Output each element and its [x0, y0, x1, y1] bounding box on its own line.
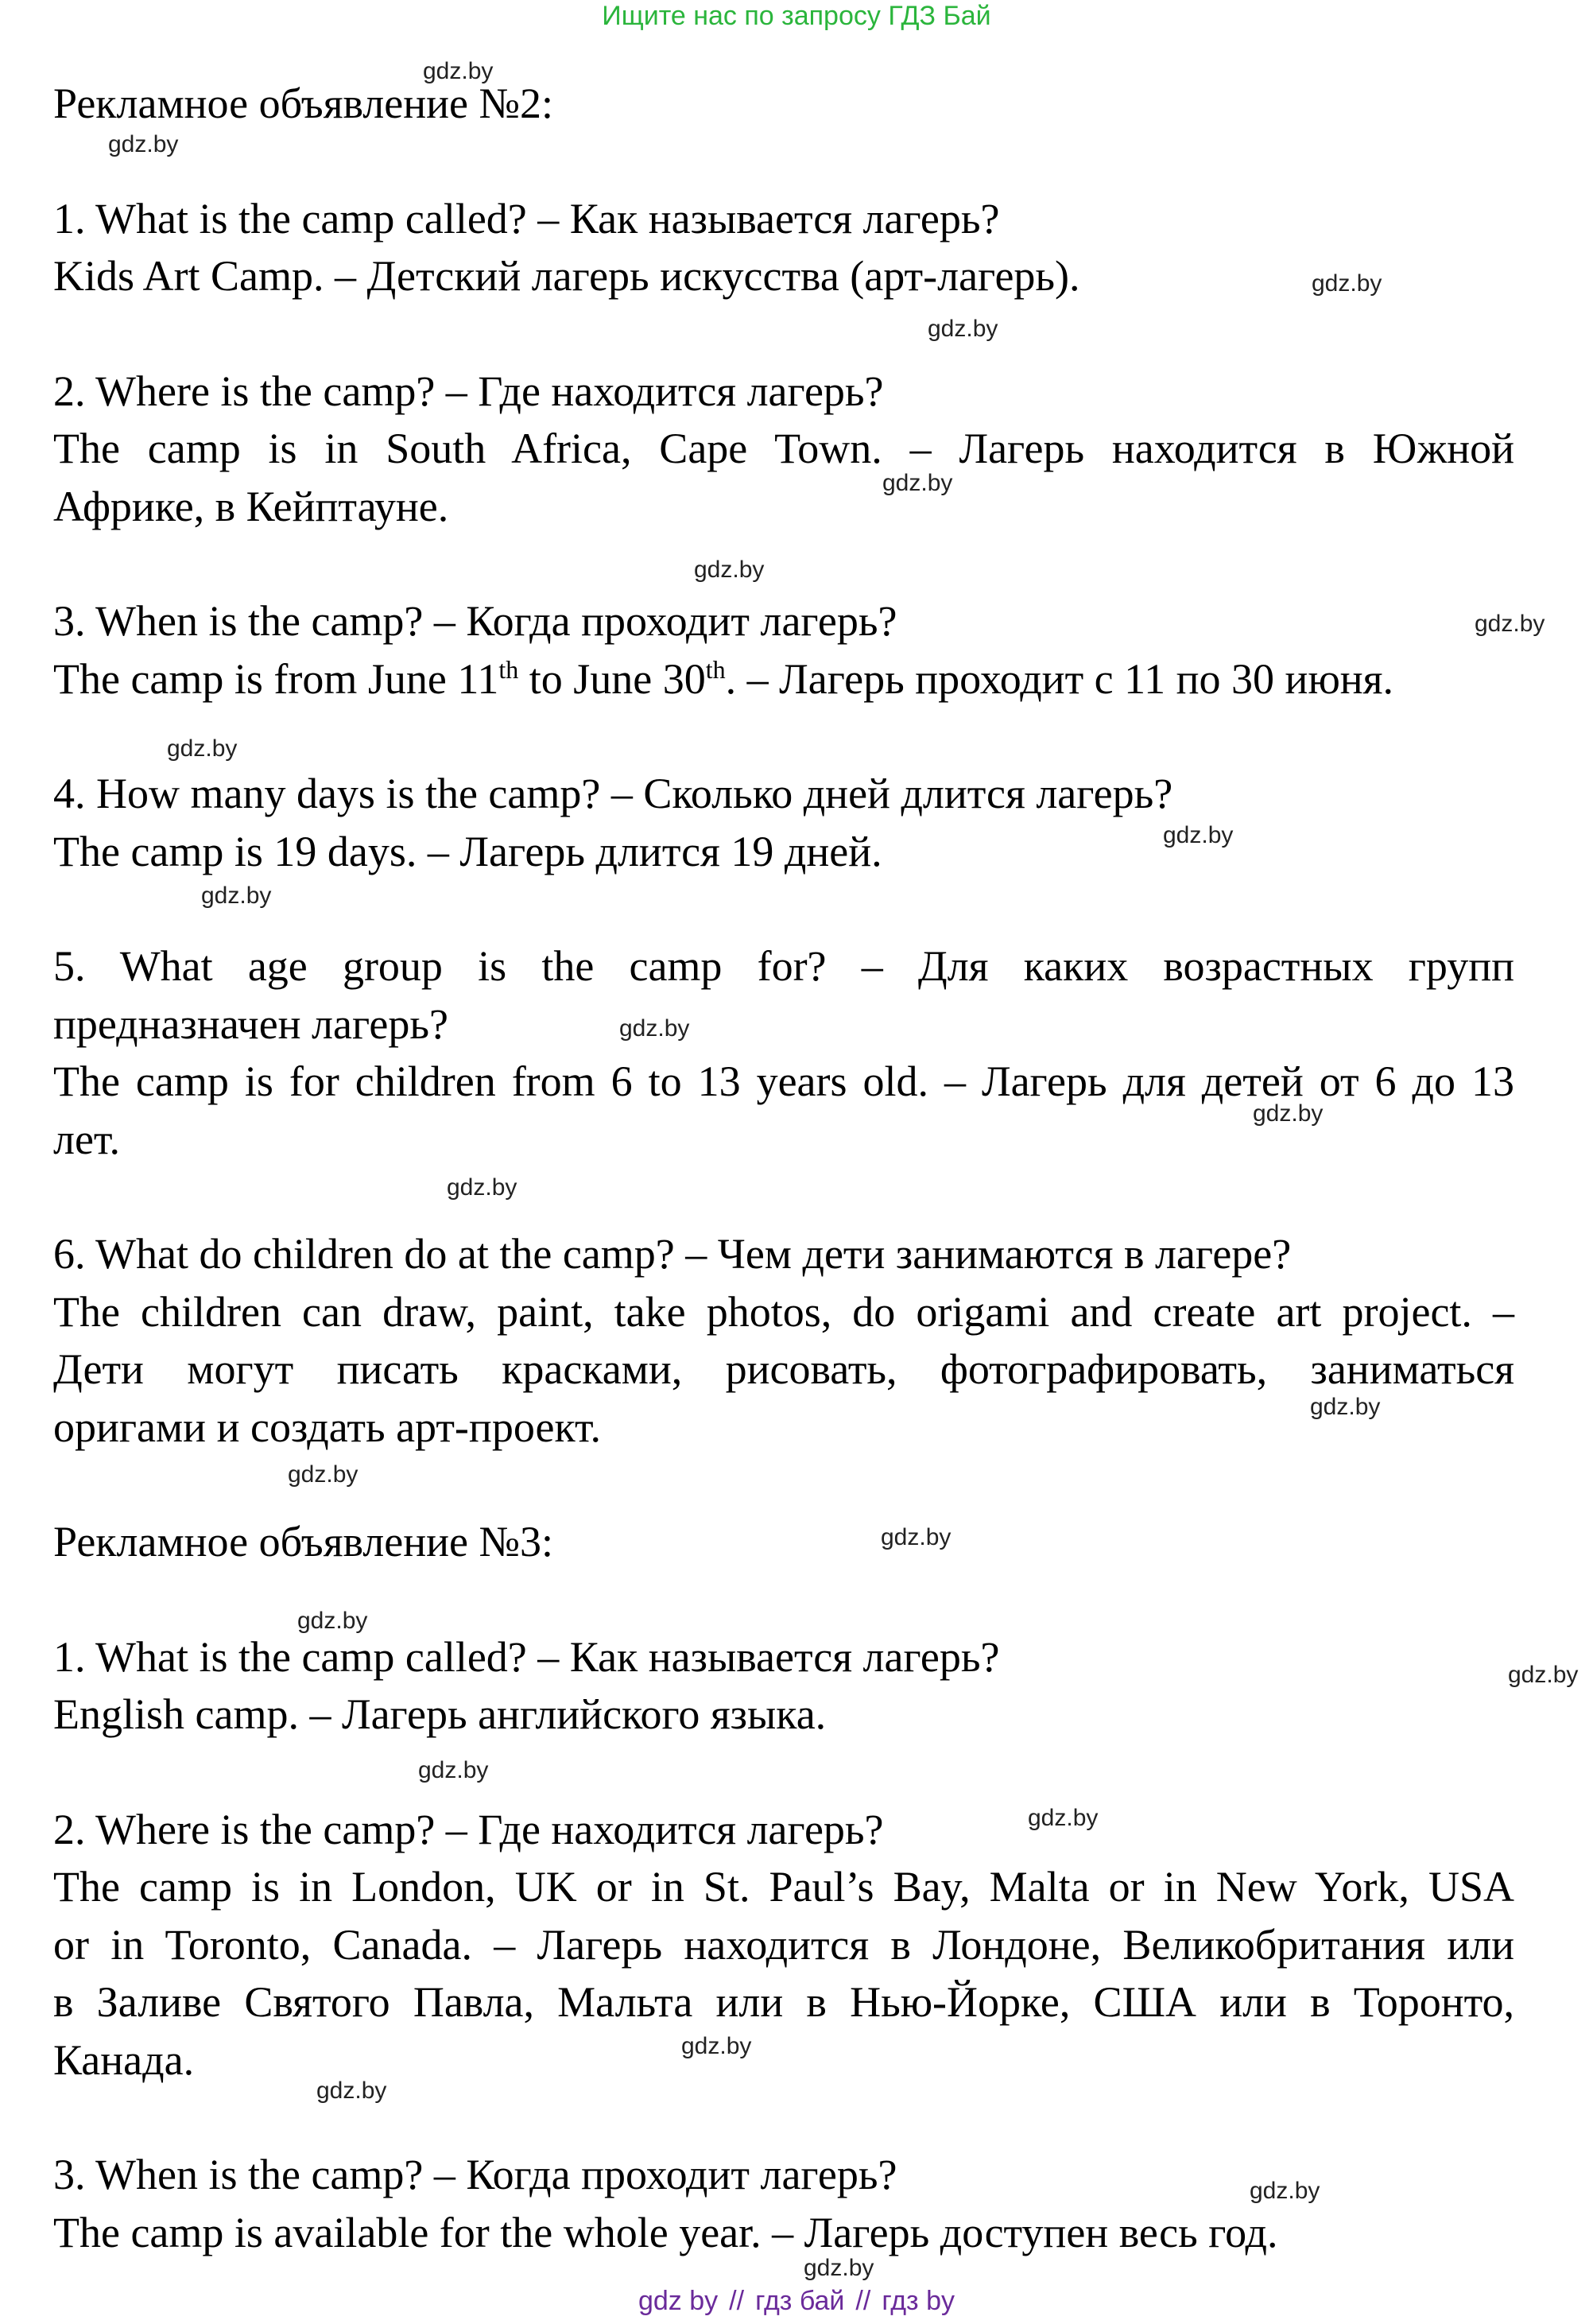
ordinal-suffix: th	[705, 654, 726, 684]
separator: //	[855, 2286, 871, 2316]
watermark: gdz.by	[1163, 822, 1234, 848]
watermark: gdz.by	[1312, 270, 1382, 297]
answer-part: . – Лагерь проходит с 11 по 30 июня.	[725, 654, 1394, 703]
qa-block	[53, 1225, 1514, 1456]
watermark: gdz.by	[418, 1757, 489, 1783]
section-heading: Рекламное объявление №2:	[53, 80, 554, 127]
answer: The camp is 19 days. – Лагерь длится 19 дней.	[53, 827, 882, 875]
watermark: gdz.by	[167, 735, 238, 762]
answer-line: The children can draw, paint, take photos, do origami and create art project. –	[53, 1287, 1514, 1336]
answer-line: The camp is in South Africa, Cape Town. – Лагерь находится в Южной	[53, 425, 1514, 472]
qa-block	[53, 765, 1514, 880]
question-line: предназначен лагерь?	[53, 999, 448, 1048]
watermark: gdz.by	[694, 557, 765, 583]
watermark: gdz.by	[1508, 1662, 1579, 1688]
answer-line: в Заливе Святого Павла, Мальта или в Нью-Йорке, США или в Торонто,	[53, 1978, 1514, 2026]
answer: English camp. – Лагерь английского языка.	[53, 1690, 827, 1738]
answer-part: to June 30	[518, 654, 706, 703]
question: 2. Where is the camp? – Где находится лагерь?	[53, 367, 884, 415]
question: 3. When is the camp? – Когда проходит лагерь?	[53, 2151, 897, 2198]
watermark: gdz.by	[1253, 1100, 1324, 1127]
watermark: gdz.by	[288, 1461, 359, 1488]
qa-block	[53, 1628, 1514, 1744]
top-banner: Ищите нас по запросу ГДЗ Бай	[602, 1, 991, 31]
answer-line: Африке, в Кейптауне.	[53, 482, 449, 530]
answer	[53, 650, 1514, 708]
watermark: gdz.by	[619, 1015, 690, 1042]
answer: The camp is available for the whole year. – Лагерь доступен весь год.	[53, 2208, 1278, 2256]
answer-line: The camp is for children from 6 to 13 years old. – Лагерь для детей от 6 до 13	[53, 1057, 1514, 1105]
answer-line: Дети могут писать красками, рисовать, фотографировать, заниматься	[53, 1345, 1514, 1393]
watermark: gdz.by	[681, 2033, 752, 2059]
watermark: gdz.by	[201, 883, 272, 909]
bottom-banner-link[interactable]: гдз by	[882, 2286, 955, 2316]
qa-block	[53, 190, 1514, 305]
question: 4. How many days is the camp? – Сколько дней длится лагерь?	[53, 770, 1173, 817]
bottom-banner	[0, 2285, 1593, 2317]
qa-block	[53, 1801, 1514, 2089]
watermark: gdz.by	[423, 58, 494, 84]
question: 6. What do children do at the camp? – Чем дети занимаются в лагере?	[53, 1230, 1292, 1278]
question-line: 5. What age group is the camp for? – Для каких возрастных групп	[53, 942, 1514, 990]
separator: //	[729, 2286, 745, 2316]
ordinal-suffix: th	[498, 654, 519, 684]
watermark: gdz.by	[1250, 2178, 1320, 2204]
watermark: gdz.by	[316, 2078, 387, 2104]
question: 1. What is the camp called? – Как называется лагерь?	[53, 1632, 1000, 1681]
question: 1. What is the camp called? – Как называется лагерь?	[53, 194, 1000, 242]
answer-line: оригами и создать арт-проект.	[53, 1403, 602, 1451]
answer-line: лет.	[53, 1115, 120, 1163]
qa-block	[53, 363, 1514, 536]
qa-block	[53, 937, 1514, 1168]
bottom-banner-link[interactable]: gdz by	[638, 2286, 719, 2316]
watermark: gdz.by	[804, 2255, 874, 2281]
answer: Kids Art Camp. – Детский лагерь искусства (арт-лагерь).	[53, 252, 1080, 300]
watermark: gdz.by	[1028, 1805, 1099, 1831]
answer-part: The camp is from June 11	[53, 654, 499, 703]
watermark: gdz.by	[108, 131, 179, 157]
watermark: gdz.by	[928, 316, 998, 342]
watermark: gdz.by	[297, 1608, 368, 1634]
question: 3. When is the camp? – Когда проходит лагерь?	[53, 597, 897, 645]
watermark: gdz.by	[1475, 611, 1545, 637]
watermark: gdz.by	[1310, 1394, 1381, 1420]
watermark: gdz.by	[447, 1174, 517, 1201]
watermark: gdz.by	[882, 470, 953, 496]
section-heading: Рекламное объявление №3:	[53, 1518, 554, 1565]
page-content	[53, 75, 1514, 2261]
watermark: gdz.by	[881, 1524, 952, 1550]
qa-block	[53, 592, 1514, 708]
bottom-banner-link[interactable]: гдз бай	[755, 2286, 845, 2316]
answer-line: or in Toronto, Canada. – Лагерь находится в Лондоне, Великобритания или	[53, 1920, 1514, 1969]
question: 2. Where is the camp? – Где находится лагерь?	[53, 1805, 884, 1853]
answer-line: Канада.	[53, 2035, 195, 2084]
answer-line: The camp is in London, UK or in St. Paul’s Bay, Malta or in New York, USA	[53, 1863, 1514, 1911]
